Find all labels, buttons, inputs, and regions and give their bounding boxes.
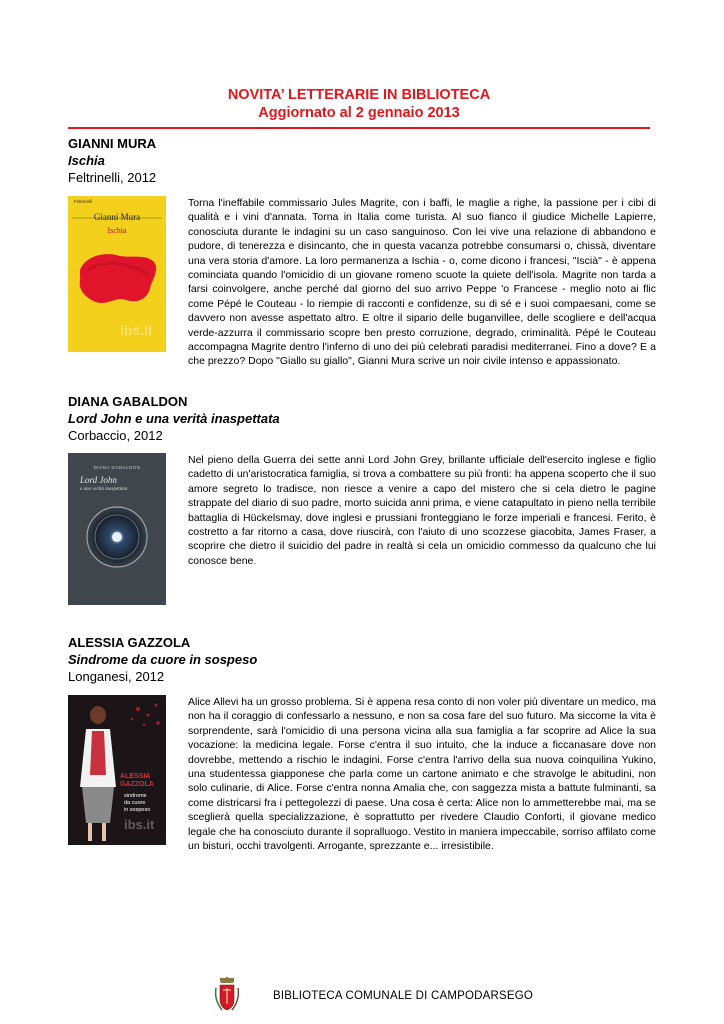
cover-author-last: GAZZOLA [120, 781, 154, 788]
page-title: NOVITA’ LETTERARIE IN BIBLIOTECA [227, 87, 491, 103]
page-header [68, 86, 650, 122]
book-cover [68, 695, 166, 845]
description-end: . [253, 554, 257, 567]
book-description: Torna l'ineffabile commissario Jules Magrite, con i baffi, le maglie a righe, la passione per i cibi di qualità e i vini d'annata. Torna in Italia come turista. Al suo fianco il giudice Michelle Lapierre, conosciuta durante le indagini su un caso sanguinoso. Con lei vive una relazione di abbandono e pudore, di tenerezza e disincanto, che in questa vacanza potrebbe consumarsi o, chissà, diventare una vera storia d'amore. La loro permanenza a Ischia - o, come dicono i francesi, "Iscià" - è appena cominciata quando l'omicidio di un giovane romeno scuote la quiete dell'isola. Magrite non tarda a farsi coinvolgere, anche perché dal giorno del suo arrivo Peppe 'o Francese - meglio noto ai flic come Pépé le Couteau - lo riempie di racconti e confidenze, su di sé e i suoi compaesani, come se davvero non avesse aspettato altro. E oltre il sipario delle buganvillee, delle scogliere e dell'acqua verde-azzurra il commissario scopre ben presto corruzione, degrado, criminalità. Pépé le Couteau accompagna Magrite dentro l'inferno di uno dei più celebrati paradisi mediterranei. Fino a dove? E a che prezzo? Dopo "Giallo su giallo", Gianni Mura scrive un noir civile intenso e appassionato. [188, 197, 656, 368]
cover-subtitle: e una verità inaspettata [80, 487, 128, 492]
cover-publisher-mark: Feltrinelli [74, 199, 93, 204]
library-name: BIBLIOTECA COMUNALE DI CAMPODARSEGO [273, 990, 534, 1002]
book-heading [68, 634, 257, 685]
book-cover [68, 196, 166, 352]
book-author: GIANNI MURA [68, 136, 157, 151]
book-title: Ischia [68, 153, 105, 168]
cover-author-first: ALESSIA [120, 773, 151, 780]
page-footer [0, 976, 724, 1024]
book-description: Alice Allevi ha un grosso problema. Si è appena resa conto di non voler più diventare un medico, ma non ha il coraggio di confessarlo a nessuno, e non sa cosa fare del suo futuro. Ma siccome la vita è sorprendente, sarà l'omicidio di una persona vicina alla sua famiglia a far scoprire ad Alice la sua vocazione: la medicina legale. Forse c'entra il suo intuito, che la induce a ficcanasare dove non dovrebbe, mettendo a rischio le indagini. Forse c'entra l'arrivo della sua nuova coinquilina Yukino, una studentessa giapponese che parla come un cartone animato e che stravolge le abitudini, non solo culinarie, di Alice. Forse c'entra nonna Amalia che, con saggezza mista a battute fulminanti, sa come districarsi fra i pettegolezzi di paese. Una cosa è certa: Alice non lo ammetterebbe mai, ma se sceglierà quella specializzazione, è soprattutto per rivedere Claudio Conforti, il giovane medico legale che ha conosciuto durante il sopralluogo. Vestito in maniera impeccabile, sorriso affilato come un bisturi, occhi travolgenti. Arrogante, sprezzante e... irresistibile. [188, 696, 656, 853]
update-date: Aggiornato al 2 gennaio 2013 [258, 105, 460, 121]
book-cover [68, 453, 166, 605]
cover-title-1: sindrome [124, 793, 147, 799]
book-publisher: Feltrinelli, 2012 [68, 170, 157, 185]
cover-title-3: in sospeso [124, 807, 151, 813]
cover-title: Lord John [80, 475, 117, 485]
book-author: ALESSIA GAZZOLA [68, 635, 191, 650]
book-heading [68, 393, 280, 444]
book-title: Lord John e una verità inaspettata [68, 411, 280, 426]
cover-title: Ischia [107, 226, 127, 235]
header-divider [68, 127, 650, 129]
cover-author: Gianni Mura [93, 212, 141, 222]
cover-watermark: ibs.it [120, 322, 153, 338]
cover-watermark: ibs.it [124, 817, 155, 832]
cover-title-2: da cuore [124, 800, 146, 806]
book-publisher: Longanesi, 2012 [68, 669, 165, 684]
description-text: Nel pieno della Guerra dei sette anni Lord John Grey, brillante ufficiale dell'esercito inglese e figlio cadetto di un'aristocratica famiglia, si trova a combattere su più fronti: ha appena scoperto che il suo amore segreto lo tradisce, non riesce a venire a capo del mistero che si cela dietro le pagine strappate del diario di suo padre, morto suicida anni prima, e viene catapultato in pieno nella terribile battaglia di Hückelsmay, dove inglesi e prussiani fronteggiano le forze imperiali e francesi. Ferito, è costretto a far ritorno a casa, dove riuscirà, con l'aiuto di uno scozzese giacobita, James Fraser, a scoprire che dietro il suicidio del padre in realtà si cela un omicidio commesso da qualcuno che lui conosce bene [188, 454, 656, 567]
book-author: DIANA GABALDON [68, 394, 188, 409]
book-title: Sindrome da cuore in sospeso [68, 652, 258, 667]
coat-of-arms-icon [212, 976, 242, 1016]
cover-author: DIANA GABALDON [93, 465, 141, 470]
book-description [188, 453, 656, 568]
book-heading [68, 135, 156, 186]
book-publisher: Corbaccio, 2012 [68, 428, 163, 443]
